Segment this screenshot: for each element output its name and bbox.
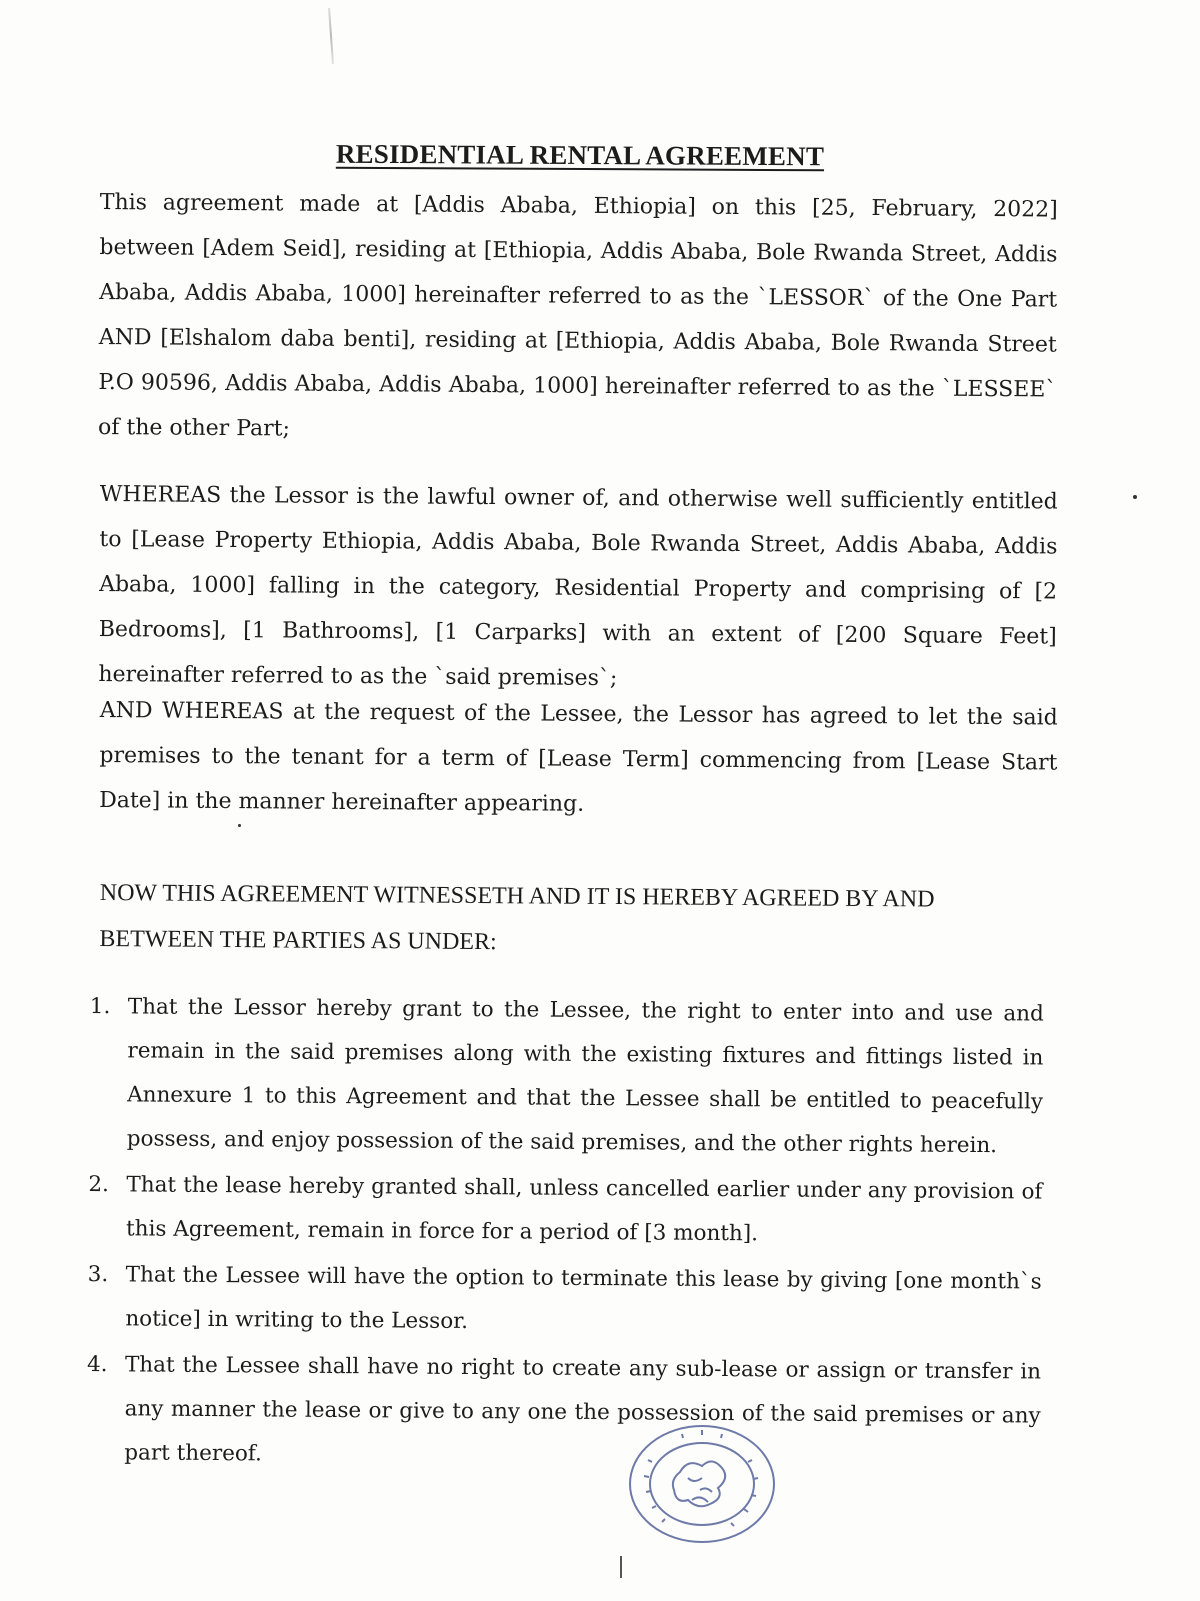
clause-list <box>80 985 1044 1485</box>
clause-number: 1. <box>89 994 111 1020</box>
clause-text: That the lease hereby granted shall, unless cancelled earlier under any provision of this Agreement, remain in force for a period of [3 month]. <box>125 1172 1043 1247</box>
seal-inner-ring <box>650 1443 754 1525</box>
seal-emblem-detail <box>688 1478 712 1502</box>
clause-item <box>81 1253 1042 1349</box>
seal-emblem <box>673 1461 725 1506</box>
clause-text: That the Lessor hereby grant to the Lessee, the right to enter into and use and remain in the said premises along with the existing fixtures and fittings listed in Annexure 1 to this Agreement and that the Lessee shall be entitled to peacefully possess, and enjoy possession of the said premises, and the other rights herein. <box>126 994 1044 1159</box>
clause-number: 4. <box>86 1352 108 1378</box>
parties-paragraph: This agreement made at [Addis Ababa, Ethiopia] on this [25, February, 2022] between [Adem Seid], residing at [Ethiopia, Addis Ababa, Bole Rwanda Street, Addis Ababa, Addis Ababa, 1000] hereinafter referred to as the `LESSOR` of the One Part AND [Elshalom daba benti], residing at [Ethiopia, Addis Ababa, Bole Rwanda Street P.O 90596, Addis Ababa, Addis Ababa, 1000] hereinafter referred to as the `LESSEE` of the other Part; <box>97 189 1058 442</box>
document-title: RESIDENTIAL RENTAL AGREEMENT <box>335 138 825 172</box>
scan-mark <box>620 1556 622 1578</box>
clause-text: That the Lessee shall have no right to create any sub-lease or assign or transfer in any manner the lease or give to any one the possession of the said premises or any part thereof. <box>124 1352 1042 1467</box>
clause-number: 2. <box>88 1172 110 1198</box>
clause-item <box>82 1163 1043 1259</box>
whereas-paragraph: WHEREAS the Lessor is the lawful owner of, and otherwise well sufficiently entitled to [Lease Property Ethiopia, Addis Ababa, Bole Rwanda Street, Addis Ababa, Addis Ababa, 1000] falling in the category, Residential Property and comprising of [2 Bedrooms], [1 Bathrooms], [1 Carparks] with an extent of [200 Square Feet] hereinafter referred to as the `said premises`; <box>98 481 1058 692</box>
and-whereas-paragraph: AND WHEREAS at the request of the Lessee, the Lessor has agreed to let the said premises to the tenant for a term of [Lease Term] commencing from [Lease Start Date] in the manner hereinafter appearing. <box>99 697 1058 817</box>
clause-item <box>80 1343 1041 1483</box>
scan-speck <box>1133 495 1137 499</box>
clause-number: 3. <box>87 1262 109 1288</box>
official-seal-stamp <box>622 1420 782 1548</box>
scan-speck <box>238 824 241 827</box>
clause-text: That the Lessee will have the option to terminate this lease by giving [one month`s notice] in writing to the Lessor. <box>125 1262 1042 1335</box>
clause-item <box>83 985 1044 1169</box>
witnesseth-heading: NOW THIS AGREEMENT WITNESSETH AND IT IS HEREBY AGREED BY AND BETWEEN THE PARTIES AS UNDER: <box>99 879 935 956</box>
paper-crease <box>328 8 334 64</box>
